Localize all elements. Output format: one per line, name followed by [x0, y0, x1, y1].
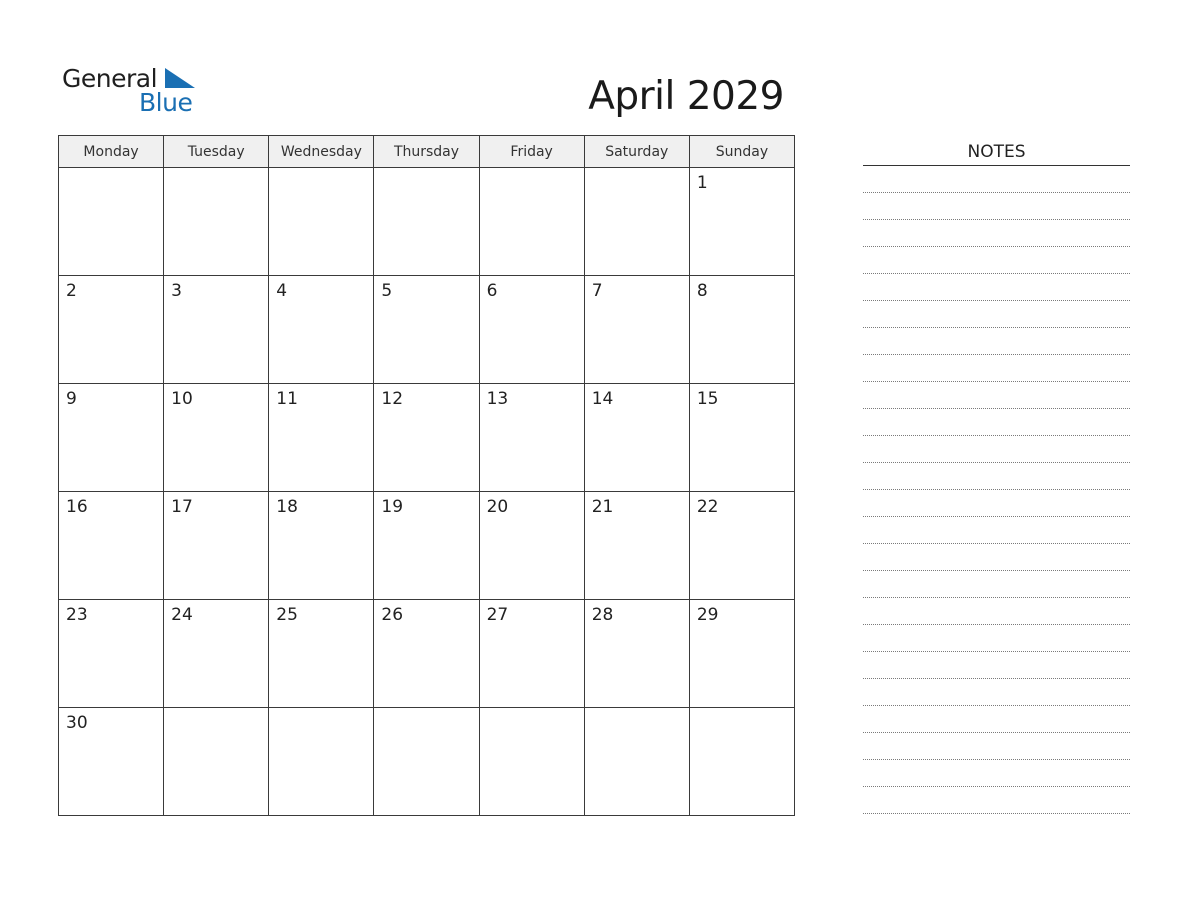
day-number: [164, 708, 268, 713]
day-number: 29: [696, 605, 719, 625]
day-number: 14: [591, 389, 614, 409]
calendar-day-cell: [269, 492, 374, 600]
calendar-day-cell: [479, 708, 584, 816]
day-number: 16: [66, 497, 88, 517]
note-line: [863, 246, 1130, 247]
day-number: [374, 708, 478, 713]
calendar-day-cell: [689, 168, 794, 276]
calendar-day-cell: [479, 600, 584, 708]
day-number: [585, 708, 689, 713]
note-line: [863, 624, 1130, 625]
note-line: [863, 678, 1130, 679]
day-number: 3: [171, 281, 182, 301]
note-line: [863, 732, 1130, 733]
note-line: [863, 219, 1130, 220]
day-number: 30: [66, 713, 88, 733]
calendar-day-cell: [479, 168, 584, 276]
note-line: [863, 570, 1130, 571]
calendar-week-row: [59, 708, 795, 816]
calendar-day-cell: [374, 384, 479, 492]
notes-lines: [863, 192, 1130, 814]
note-line: [863, 381, 1130, 382]
note-line: [863, 543, 1130, 544]
calendar-day-cell: [584, 276, 689, 384]
calendar-day-cell: [689, 492, 794, 600]
calendar-day-cell: [584, 168, 689, 276]
note-line: [863, 435, 1130, 436]
day-number: [164, 168, 268, 173]
day-number: 8: [696, 281, 708, 301]
day-number: 20: [486, 497, 509, 517]
day-number: [269, 168, 373, 173]
calendar-grid: [58, 135, 795, 816]
calendar-day-cell: [164, 276, 269, 384]
calendar-day-cell: [479, 384, 584, 492]
day-number: 7: [591, 281, 603, 301]
weekday-header-row: [59, 136, 795, 168]
day-number: 6: [486, 281, 498, 301]
calendar-day-cell: [374, 168, 479, 276]
calendar-day-cell: [59, 168, 164, 276]
day-number: 27: [486, 605, 509, 625]
weekday-header: Friday: [479, 136, 584, 168]
day-number: 5: [381, 281, 393, 301]
day-number: 11: [276, 389, 298, 409]
calendar-week-row: [59, 276, 795, 384]
calendar-day-cell: [164, 492, 269, 600]
day-number: 13: [486, 389, 509, 409]
calendar-day-cell: [689, 276, 794, 384]
note-line: [863, 651, 1130, 652]
day-number: [374, 168, 478, 173]
calendar-day-cell: [374, 492, 479, 600]
day-number: [690, 708, 794, 713]
note-line: [863, 192, 1130, 193]
calendar-day-cell: [59, 708, 164, 816]
calendar-day-cell: [584, 384, 689, 492]
calendar-day-cell: [584, 708, 689, 816]
notes-title: NOTES: [863, 142, 1130, 166]
generalblue-logo: [62, 64, 212, 120]
calendar-day-cell: [689, 384, 794, 492]
calendar-day-cell: [584, 492, 689, 600]
logo-text-blue: Blue: [139, 88, 193, 117]
note-line: [863, 786, 1130, 787]
note-line: [863, 489, 1130, 490]
weekday-header: Thursday: [374, 136, 479, 168]
day-number: 4: [276, 281, 288, 301]
calendar-day-cell: [479, 276, 584, 384]
day-number: [585, 168, 689, 173]
calendar-day-cell: [269, 600, 374, 708]
note-line: [863, 327, 1130, 328]
calendar-day-cell: [59, 600, 164, 708]
weekday-header: Sunday: [689, 136, 794, 168]
calendar-week-row: [59, 168, 795, 276]
calendar-week-row: [59, 600, 795, 708]
calendar-week-row: [59, 492, 795, 600]
note-line: [863, 273, 1130, 274]
note-line: [863, 300, 1130, 301]
note-line: [863, 408, 1130, 409]
day-number: 25: [276, 605, 298, 625]
day-number: 19: [381, 497, 404, 517]
note-line: [863, 597, 1130, 598]
day-number: [480, 168, 584, 173]
weekday-header: Saturday: [584, 136, 689, 168]
note-line: [863, 462, 1130, 463]
day-number: 2: [66, 281, 77, 301]
day-number: 17: [171, 497, 193, 517]
day-number: 24: [171, 605, 193, 625]
notes-panel: [863, 142, 1130, 814]
logo-triangle-icon: [163, 68, 195, 88]
day-number: 18: [276, 497, 298, 517]
calendar-day-cell: [269, 384, 374, 492]
note-line: [863, 354, 1130, 355]
weekday-header: Tuesday: [164, 136, 269, 168]
day-number: 12: [381, 389, 404, 409]
calendar-day-cell: [479, 492, 584, 600]
day-number: 15: [696, 389, 719, 409]
calendar-day-cell: [269, 168, 374, 276]
day-number: [269, 708, 373, 713]
calendar-day-cell: [59, 276, 164, 384]
weekday-header: Wednesday: [269, 136, 374, 168]
calendar-day-cell: [59, 384, 164, 492]
logo-text-general: General: [62, 64, 158, 93]
calendar-day-cell: [374, 708, 479, 816]
calendar-day-cell: [269, 708, 374, 816]
calendar-day-cell: [374, 600, 479, 708]
day-number: 1: [696, 173, 708, 193]
calendar-day-cell: [374, 276, 479, 384]
day-number: 28: [591, 605, 614, 625]
note-line: [863, 705, 1130, 706]
page-title: April 2029: [588, 74, 784, 119]
day-number: 26: [381, 605, 404, 625]
calendar-day-cell: [164, 600, 269, 708]
calendar-day-cell: [269, 276, 374, 384]
day-number: 10: [171, 389, 193, 409]
calendar-day-cell: [164, 384, 269, 492]
weekday-header: Monday: [59, 136, 164, 168]
note-line: [863, 813, 1130, 814]
day-number: 22: [696, 497, 719, 517]
day-number: [480, 708, 584, 713]
day-number: 9: [66, 389, 77, 409]
calendar-day-cell: [584, 600, 689, 708]
note-line: [863, 516, 1130, 517]
calendar-day-cell: [689, 600, 794, 708]
note-line: [863, 759, 1130, 760]
day-number: 23: [66, 605, 88, 625]
day-number: [59, 168, 163, 173]
calendar-day-cell: [59, 492, 164, 600]
calendar-day-cell: [164, 708, 269, 816]
calendar-day-cell: [689, 708, 794, 816]
calendar-week-row: [59, 384, 795, 492]
calendar-day-cell: [164, 168, 269, 276]
day-number: 21: [591, 497, 614, 517]
